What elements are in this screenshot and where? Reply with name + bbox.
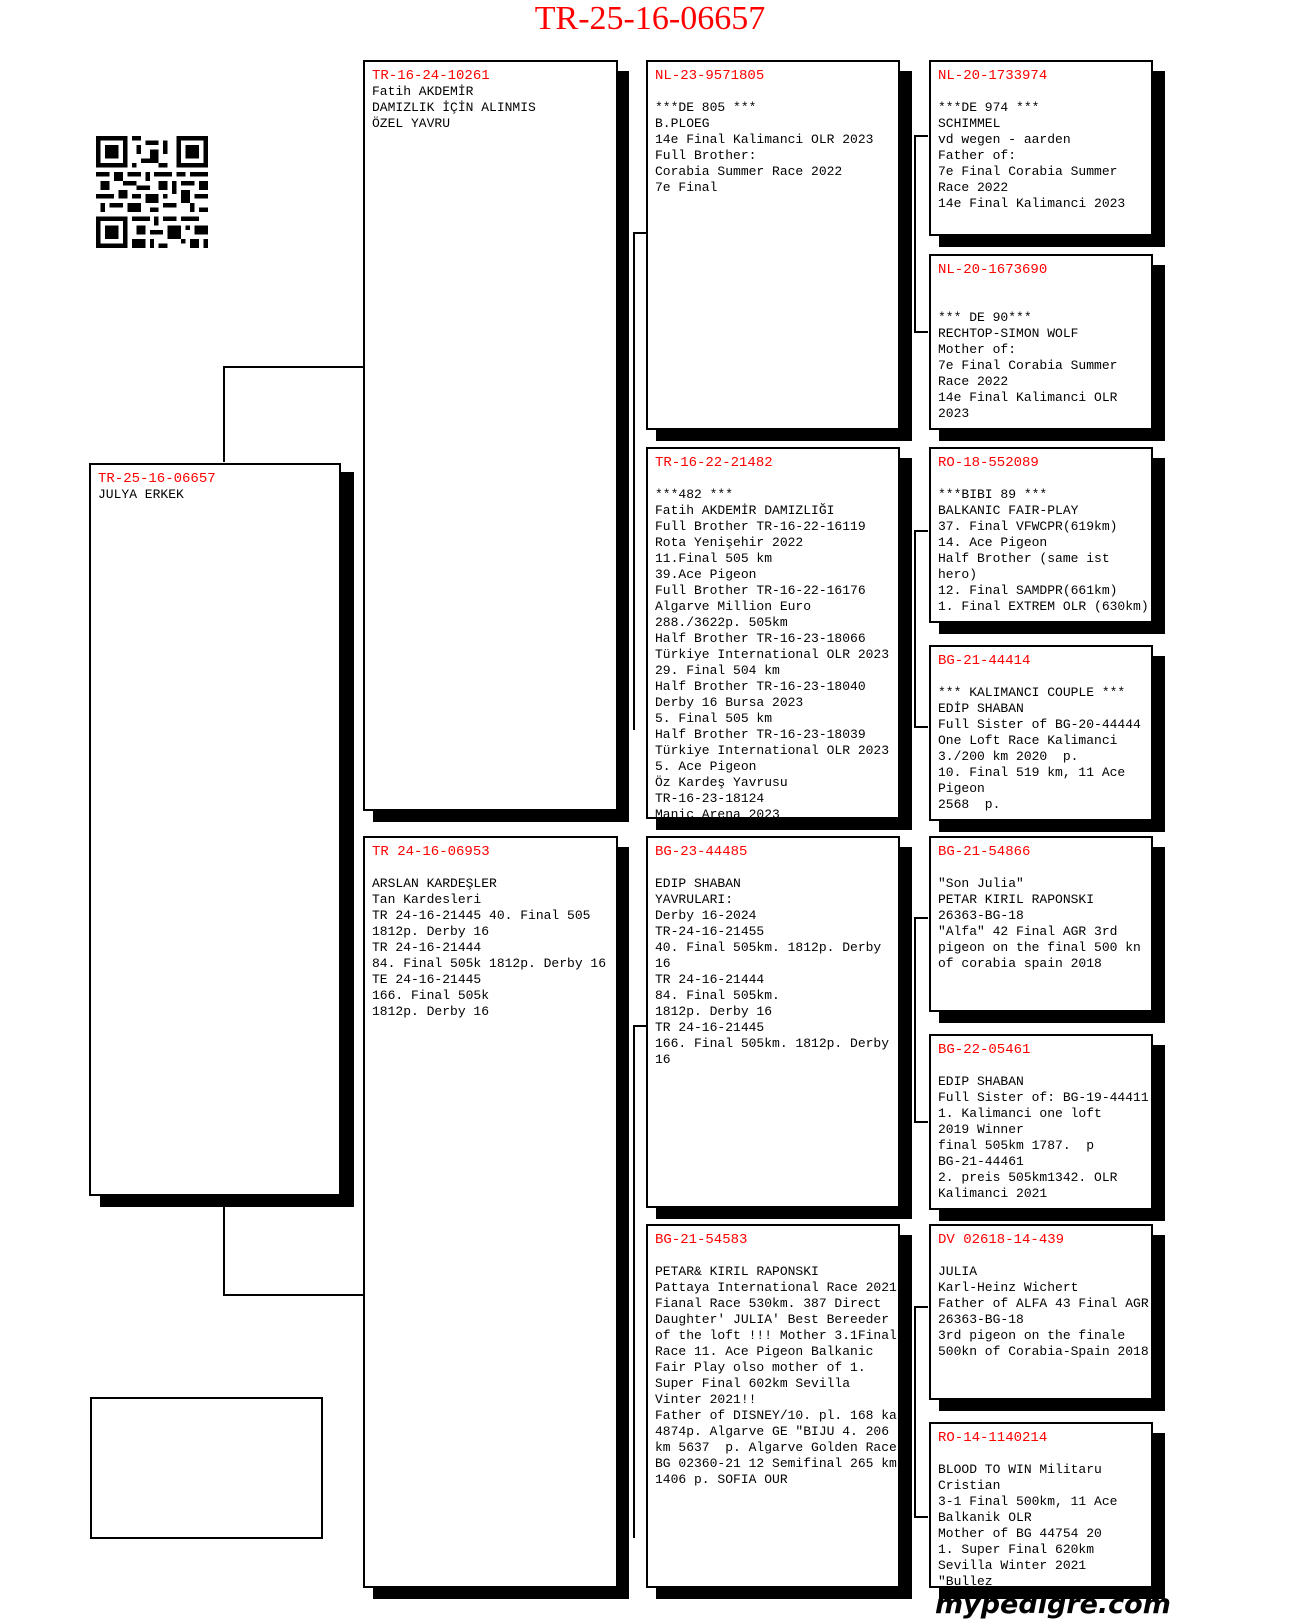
card-line: 3-1 Final 500km, 11 Ace — [938, 1494, 1118, 1509]
card-line: Full Brother TR-16-22-16176 — [655, 583, 866, 598]
card-line: km 5637 p. Algarve Golden Race — [655, 1440, 897, 1455]
card-line: Türkiye International OLR 2023 — [655, 647, 890, 662]
pigeon-card-dss[interactable] — [929, 836, 1153, 1012]
pigeon-card-sdd[interactable] — [929, 645, 1153, 821]
connector-line — [914, 135, 916, 333]
card-line: Cristian — [938, 1478, 1001, 1493]
ring-number: NL-20-1733974 — [938, 68, 1048, 84]
card-line: Mother of BG 44754 20 — [938, 1526, 1102, 1541]
card-line: 14e Final Kalimanci OLR — [938, 390, 1118, 405]
photo-placeholder — [90, 1397, 323, 1539]
card-line: TR 24-16-21445 40. Final 505 — [372, 908, 591, 923]
card-line — [938, 669, 1144, 685]
card-line: Half Brother (same ist — [938, 551, 1110, 566]
card-line: 2. preis 505km1342. OLR — [938, 1170, 1118, 1185]
card-line: Balkanik OLR — [938, 1510, 1032, 1525]
card-line: 288./3622p. 505km — [655, 615, 788, 630]
ring-number: RO-14-1140214 — [938, 1430, 1048, 1446]
card-line: "Bullez — [938, 1574, 993, 1588]
ring-number: BG-21-44414 — [938, 653, 1031, 669]
card-line: 26363-BG-18 — [938, 1312, 1024, 1327]
card-line: TR-24-16-21455 — [655, 924, 765, 939]
card-line: ***BIBI 89 *** — [938, 487, 1048, 502]
ring-number: DV 02618-14-439 — [938, 1232, 1065, 1248]
card-line: 14e Final Kalimanci 2023 — [938, 196, 1126, 211]
connector-line — [914, 1516, 928, 1518]
card-line: SCHIMMEL — [938, 116, 1001, 131]
pigeon-card-subject[interactable] — [89, 463, 341, 1196]
pigeon-card-sire-dam[interactable] — [646, 447, 900, 819]
card-line: BALKANIC FAIR-PLAY — [938, 503, 1079, 518]
pigeon-card-sire-sire[interactable] — [646, 60, 900, 430]
ring-number: TR-16-24-10261 — [372, 68, 490, 84]
connector-line — [914, 135, 928, 137]
card-line: hero) — [938, 567, 978, 582]
connector-line — [633, 1025, 647, 1027]
connector-line — [914, 1306, 928, 1308]
card-line: PETAR KIRIL RAPONSKI — [938, 892, 1095, 907]
ring-number: BG-23-44485 — [655, 844, 748, 860]
card-line: final 505km 1787. p — [938, 1138, 1095, 1153]
ring-number: NL-23-9571805 — [655, 68, 765, 84]
pigeon-card-sire[interactable] — [363, 60, 618, 811]
card-line: 7e Final Corabia Summer — [938, 164, 1118, 179]
card-line: pigeon on the final 500 kn — [938, 940, 1141, 955]
card-line: Half Brother TR-16-23-18040 — [655, 679, 866, 694]
connector-line — [914, 331, 928, 333]
card-line: Fianal Race 530km. 387 Direct — [655, 1296, 882, 1311]
card-line — [655, 860, 891, 876]
qr-code-icon — [96, 136, 208, 248]
connector-line — [914, 726, 928, 728]
card-line: 1406 p. SOFIA OUR — [655, 1472, 788, 1487]
card-line — [938, 294, 1144, 310]
card-line: 2568 p. — [938, 797, 1001, 812]
card-line: Vinter 2021!! — [655, 1392, 757, 1407]
card-line: JULYA ERKEK — [98, 487, 184, 502]
card-line: 26363-BG-18 — [938, 908, 1024, 923]
card-line: Race 2022 — [938, 374, 1009, 389]
card-line: TR-16-23-18124 — [655, 791, 765, 806]
card-line — [938, 860, 1144, 876]
card-line — [938, 1446, 1144, 1462]
card-line: DAMIZLIK İÇİN ALINMIS — [372, 100, 536, 115]
card-line: 4874p. Algarve GE "BIJU 4. 206 — [655, 1424, 890, 1439]
pigeon-card-dam[interactable] — [363, 836, 618, 1588]
pigeon-card-sds[interactable] — [929, 447, 1153, 623]
pigeon-card-dam-dam[interactable] — [646, 1224, 900, 1588]
card-line: Tan Kardesleri — [372, 892, 482, 907]
ring-number: BG-21-54583 — [655, 1232, 748, 1248]
card-line: 39.Ace Pigeon — [655, 567, 757, 582]
card-line: 16 — [655, 1052, 671, 1067]
card-line: 2019 Winner — [938, 1122, 1024, 1137]
card-line: 5. Ace Pigeon — [655, 759, 757, 774]
card-line: *** DE 90*** — [938, 310, 1032, 325]
card-line: EDIP SHABAN — [655, 876, 741, 891]
card-line: BG 02360-21 12 Semifinal 265 km — [655, 1456, 897, 1471]
card-line: Full Sister of: BG-19-44411 — [938, 1090, 1149, 1105]
card-line — [938, 278, 1144, 294]
card-line: JULIA — [938, 1264, 978, 1279]
card-line: Fatih AKDEMİR — [372, 84, 474, 99]
page-title: TR-25-16-06657 — [534, 0, 766, 37]
card-line: Derby 16 Bursa 2023 — [655, 695, 804, 710]
pigeon-card-sss[interactable] — [929, 60, 1153, 236]
pigeon-card-ssd[interactable] — [929, 254, 1153, 430]
card-line: Karl-Heinz Wichert — [938, 1280, 1079, 1295]
card-line: vd wegen - aarden — [938, 132, 1071, 147]
ring-number: RO-18-552089 — [938, 455, 1039, 471]
card-line: 1. Super Final 620km — [938, 1542, 1095, 1557]
card-line: Full Brother: — [655, 148, 757, 163]
card-line: B.PLOEG — [655, 116, 710, 131]
connector-line — [914, 530, 928, 532]
card-line: "Alfa" 42 Final AGR 3rd — [938, 924, 1118, 939]
card-line — [655, 1248, 891, 1264]
card-line: Daughter' JULIA' Best Bereeder — [655, 1312, 890, 1327]
card-line — [655, 471, 891, 487]
card-line: Pattaya International Race 2021 — [655, 1280, 897, 1295]
card-line: 166. Final 505k — [372, 988, 490, 1003]
card-line: TE 24-16-21445 — [372, 972, 482, 987]
card-line: Fair Play olso mother of 1. — [655, 1360, 866, 1375]
card-line: 1812p. Derby 16 — [372, 1004, 490, 1019]
card-line: TR 24-16-21444 — [655, 972, 765, 987]
card-line — [372, 860, 609, 876]
card-line: TR 24-16-21444 — [372, 940, 482, 955]
card-line: One Loft Race Kalimanci — [938, 733, 1118, 748]
card-line: Half Brother TR-16-23-18066 — [655, 631, 866, 646]
card-line: Derby 16-2024 — [655, 908, 757, 923]
card-line: Father of DISNEY/10. pl. 168 ka — [655, 1408, 897, 1423]
card-line: ***482 *** — [655, 487, 734, 502]
card-line: Father of: — [938, 148, 1017, 163]
card-line: Manic Arena 2023 — [655, 807, 780, 819]
card-line: ***DE 805 *** — [655, 100, 757, 115]
connector-line — [914, 917, 928, 919]
card-line: 5. Final 505 km — [655, 711, 773, 726]
card-line: BLOOD TO WIN Militaru — [938, 1462, 1102, 1477]
card-line: *** KALIMANCI COUPLE *** — [938, 685, 1126, 700]
card-line: ÖZEL YAVRU — [372, 116, 451, 131]
ring-number: TR-16-22-21482 — [655, 455, 773, 471]
ring-number: TR 24-16-06953 — [372, 844, 490, 860]
connector-line — [914, 1121, 928, 1123]
card-line: 14e Final Kalimanci OLR 2023 — [655, 132, 874, 147]
card-line: 500kn of Corabia-Spain 2018 — [938, 1344, 1149, 1359]
card-line: 1812p. Derby 16 — [372, 924, 490, 939]
card-line: 29. Final 504 km — [655, 663, 780, 678]
card-line: Race 2022 — [938, 180, 1009, 195]
card-line: Mother of: — [938, 342, 1017, 357]
card-line: 84. Final 505k 1812p. Derby 16 — [372, 956, 607, 971]
card-line: Öz Kardeş Yavrusu — [655, 775, 788, 790]
card-line: "Son Julia" — [938, 876, 1024, 891]
connector-line — [914, 917, 916, 1123]
card-line: YAVRULARI: — [655, 892, 734, 907]
card-line: ARSLAN KARDEŞLER — [372, 876, 497, 891]
card-line: Half Brother TR-16-23-18039 — [655, 727, 866, 742]
card-line: Race 11. Ace Pigeon Balkanic — [655, 1344, 874, 1359]
card-line: Corabia Summer Race 2022 — [655, 164, 843, 179]
card-line: 12. Final SAMDPR(661km) — [938, 583, 1118, 598]
ring-number: BG-21-54866 — [938, 844, 1031, 860]
card-line: 2023 — [938, 406, 970, 421]
card-line: Father of ALFA 43 Final AGR — [938, 1296, 1149, 1311]
card-line: Algarve Million Euro — [655, 599, 812, 614]
connector-line — [633, 232, 635, 730]
card-line: 10. Final 519 km, 11 Ace — [938, 765, 1126, 780]
card-line: Full Sister of BG-20-44444 — [938, 717, 1141, 732]
pigeon-card-dds[interactable] — [929, 1224, 1153, 1400]
card-line — [655, 84, 891, 100]
card-line: 1. Final EXTREM OLR (630km) — [938, 599, 1149, 614]
card-line: RECHTOP-SIMON WOLF — [938, 326, 1079, 341]
card-line: EDIP SHABAN — [938, 1074, 1024, 1089]
card-line: of the loft !!! Mother 3.1Final — [655, 1328, 897, 1343]
card-line: of corabia spain 2018 — [938, 956, 1102, 971]
card-line: 7e Final — [655, 180, 718, 195]
card-line: PETAR& KIRIL RAPONSKI — [655, 1264, 819, 1279]
ring-number: NL-20-1673690 — [938, 262, 1048, 278]
card-line: Fatih AKDEMİR DAMIZLIĞI — [655, 503, 835, 518]
card-line — [938, 1058, 1144, 1074]
card-line: Sevilla Winter 2021 — [938, 1558, 1087, 1573]
card-line: Kalimanci 2021 — [938, 1186, 1048, 1201]
card-line: Pigeon — [938, 781, 985, 796]
card-line: Full Brother TR-16-22-16119 — [655, 519, 866, 534]
connector-line — [633, 1025, 635, 1538]
card-line: 16 — [655, 956, 671, 971]
card-line: 3./200 km 2020 p. — [938, 749, 1079, 764]
card-line: TR 24-16-21445 — [655, 1020, 765, 1035]
card-line: Super Final 602km Sevilla — [655, 1376, 851, 1391]
pigeon-card-dam-sire[interactable] — [646, 836, 900, 1208]
pigeon-card-dsd[interactable] — [929, 1034, 1153, 1210]
card-line: 84. Final 505km. — [655, 988, 780, 1003]
connector-line — [223, 366, 363, 368]
card-line: 14. Ace Pigeon — [938, 535, 1048, 550]
card-line — [938, 84, 1144, 100]
ring-number: TR-25-16-06657 — [98, 471, 216, 487]
connector-line — [223, 1294, 363, 1296]
card-line: ***DE 974 *** — [938, 100, 1040, 115]
card-line: BG-21-44461 — [938, 1154, 1024, 1169]
card-line — [938, 1248, 1144, 1264]
connector-line — [914, 530, 916, 728]
card-line: 1. Kalimanci one loft — [938, 1106, 1102, 1121]
connector-line — [633, 232, 647, 234]
brand-logo: mypedigre.com — [935, 1589, 1171, 1620]
card-line: 40. Final 505km. 1812p. Derby — [655, 940, 882, 955]
card-line: 166. Final 505km. 1812p. Derby — [655, 1036, 890, 1051]
pigeon-card-ddd[interactable] — [929, 1422, 1153, 1588]
card-line: 3rd pigeon on the finale — [938, 1328, 1126, 1343]
connector-line — [914, 1306, 916, 1518]
card-line — [938, 471, 1144, 487]
card-line: Türkiye International OLR 2023 — [655, 743, 890, 758]
card-line: EDİP SHABAN — [938, 701, 1024, 716]
card-line: 7e Final Corabia Summer — [938, 358, 1118, 373]
card-line: Rota Yenişehir 2022 — [655, 535, 804, 550]
card-line: 1812p. Derby 16 — [655, 1004, 773, 1019]
card-line: 37. Final VFWCPR(619km) — [938, 519, 1118, 534]
ring-number: BG-22-05461 — [938, 1042, 1031, 1058]
connector-line — [223, 366, 225, 462]
card-line: 11.Final 505 km — [655, 551, 773, 566]
